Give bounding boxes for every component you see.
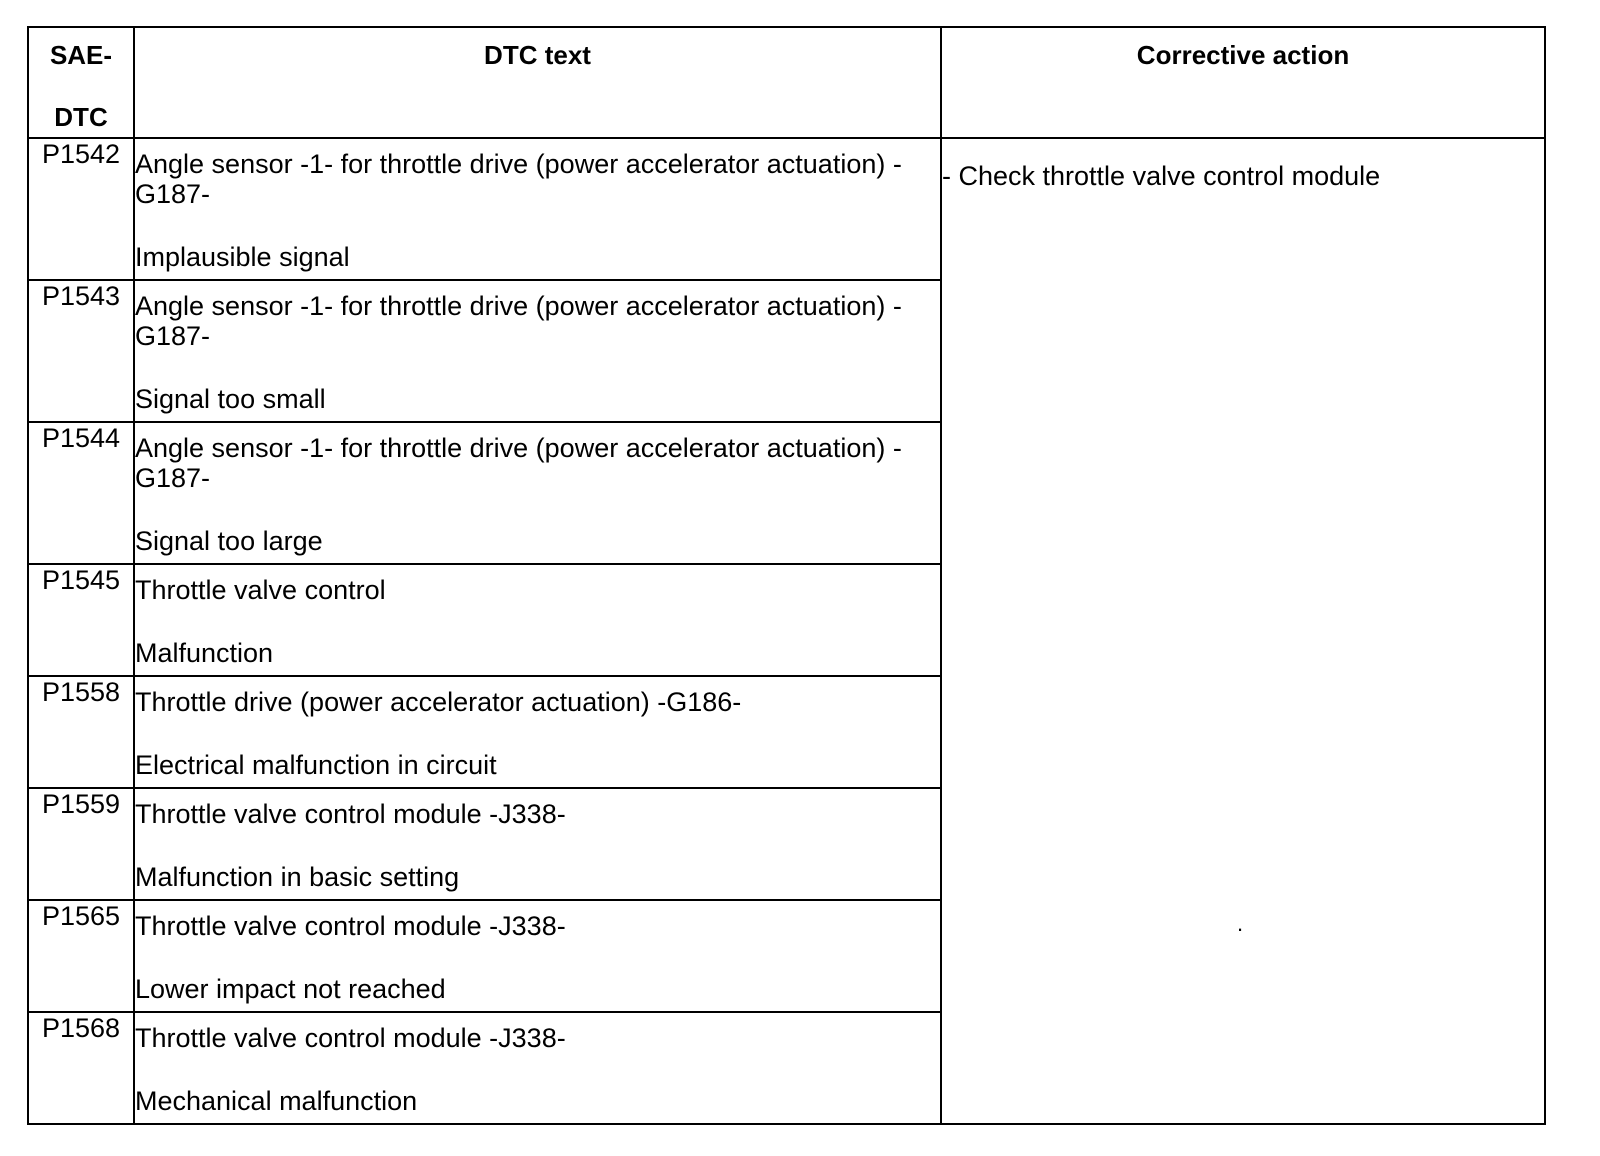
dtc-detail: Signal too large — [135, 526, 323, 556]
dtc-description: Throttle valve control module -J338- — [135, 911, 566, 941]
dtc-text-cell — [134, 280, 941, 422]
dtc-text-cell — [134, 788, 941, 900]
dtc-description: Throttle valve control — [135, 575, 386, 605]
dtc-detail: Electrical malfunction in circuit — [135, 750, 497, 780]
header-row — [28, 27, 1545, 138]
dtc-code: P1545 — [28, 564, 134, 676]
stray-dot: . — [1237, 911, 1244, 936]
header-corrective-action: Corrective action — [941, 27, 1545, 138]
dtc-text-cell — [134, 138, 941, 280]
dtc-description: Throttle valve control module -J338- — [135, 1023, 566, 1053]
dtc-text-cell — [134, 564, 941, 676]
dtc-description: Angle sensor -1- for throttle drive (power accelerator actuation) -G187- — [135, 291, 902, 351]
dtc-text-cell — [134, 900, 941, 1012]
table-row — [28, 138, 1545, 280]
corrective-action-cell — [941, 138, 1545, 1124]
dtc-text-cell — [134, 676, 941, 788]
dtc-code: P1558 — [28, 676, 134, 788]
dtc-detail: Implausible signal — [135, 242, 350, 272]
dtc-detail: Malfunction in basic setting — [135, 862, 460, 892]
header-sae-label: SAE- — [49, 40, 113, 70]
dtc-code: P1559 — [28, 788, 134, 900]
dtc-code: P1543 — [28, 280, 134, 422]
header-dtc-text: DTC text — [134, 27, 941, 138]
corrective-action-text: - Check throttle valve control module — [942, 161, 1381, 191]
dtc-description: Throttle drive (power accelerator actuation) -G186- — [135, 687, 742, 717]
dtc-text-cell — [134, 422, 941, 564]
dtc-description: Throttle valve control module -J338- — [135, 799, 566, 829]
dtc-detail: Malfunction — [135, 638, 274, 668]
header-dtc-label: DTC — [54, 102, 108, 132]
header-sae-dtc — [28, 27, 134, 138]
dtc-code: P1568 — [28, 1012, 134, 1124]
dtc-description: Angle sensor -1- for throttle drive (power accelerator actuation) -G187- — [135, 149, 902, 209]
dtc-detail: Lower impact not reached — [135, 974, 446, 1004]
dtc-detail: Signal too small — [135, 384, 326, 414]
dtc-detail: Mechanical malfunction — [135, 1086, 418, 1116]
dtc-text-cell — [134, 1012, 941, 1124]
dtc-code: P1544 — [28, 422, 134, 564]
dtc-table — [27, 26, 1546, 1125]
dtc-code: P1542 — [28, 138, 134, 280]
dtc-code: P1565 — [28, 900, 134, 1012]
dtc-description: Angle sensor -1- for throttle drive (power accelerator actuation) -G187- — [135, 433, 902, 493]
